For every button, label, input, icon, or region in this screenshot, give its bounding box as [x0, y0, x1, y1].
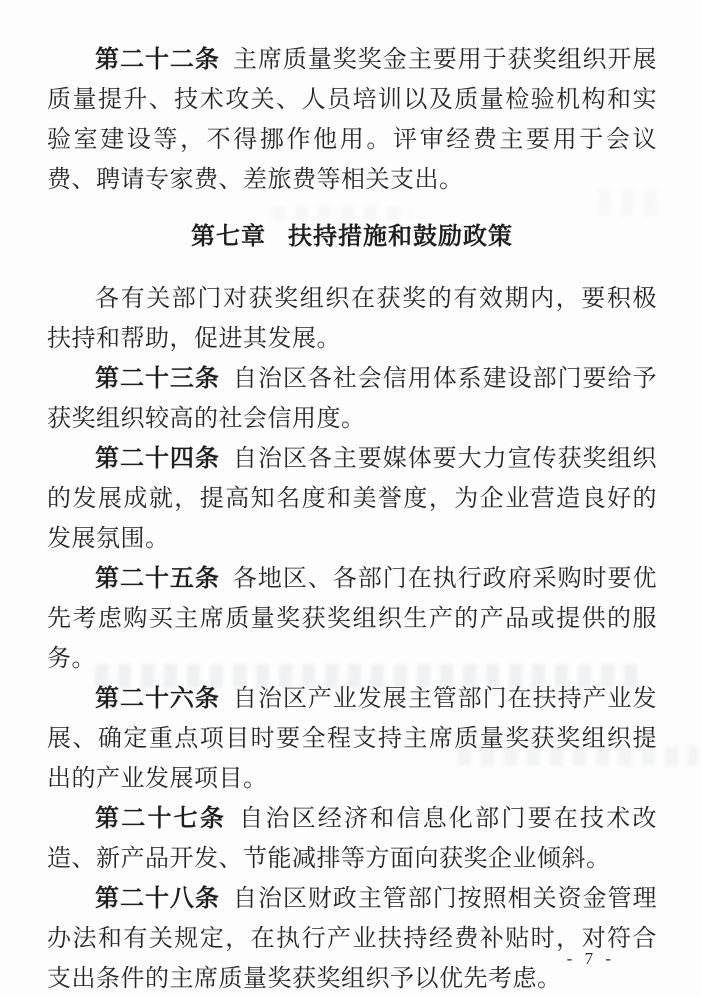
chapter-heading [47, 217, 657, 257]
article-text: 各地区、各部门在执行政府采购时要优先考虑购买主席质量奖获奖组织生产的产品或提供的服务。 [47, 566, 658, 672]
article-paragraph-22 [47, 40, 657, 200]
article-number: 第二十三条 [95, 365, 220, 392]
article-number: 第二十二条 [95, 46, 220, 73]
article-number: 第二十四条 [95, 445, 220, 472]
article-text: 自治区各主要媒体要大力宣传获奖组织的发展成就，提高知名度和美誉度，为企业营造良好的发展氛围。 [47, 446, 658, 552]
article-paragraph-26 [47, 679, 657, 799]
article-paragraph-23 [47, 359, 657, 439]
article-text: 自治区产业发展主管部门在扶持产业发展、确定重点项目时要全程支持主席质量奖获奖组织提出的产业发展项目。 [47, 686, 658, 792]
intro-text: 各有关部门对获奖组织在获奖的有效期内，要积极扶持和帮助，促进其发展。 [47, 286, 657, 352]
article-number: 第二十八条 [95, 885, 220, 912]
article-paragraph-25 [47, 559, 657, 679]
article-number: 第二十七条 [95, 805, 227, 832]
chapter-title: 扶持措施和鼓励政策 [288, 223, 513, 250]
article-paragraph-28 [47, 879, 657, 997]
article-number: 第二十五条 [95, 565, 220, 592]
article-paragraph-27 [47, 799, 657, 879]
article-text: 自治区各社会信用体系建设部门要给予获奖组织较高的社会信用度。 [47, 366, 658, 432]
article-text: 主席质量奖奖金主要用于获奖组织开展质量提升、技术攻关、人员培训以及质量检验机构和实验室建设等，不得挪作他用。评审经费主要用于会议费、聘请专家费、差旅费等相关支出。 [47, 47, 658, 193]
chapter-label: 第七章 [191, 223, 266, 250]
intro-paragraph [47, 279, 657, 359]
article-paragraph-24 [47, 439, 657, 559]
article-text: 自治区经济和信息化部门要在技术改造、新产品开发、节能减排等方面向获奖企业倾斜。 [47, 806, 657, 872]
article-text: 自治区财政主管部门按照相关资金管理办法和有关规定，在执行产业扶持经费补贴时，对符合支出条件的主席质量奖获奖组织予以优先考虑。 [47, 886, 658, 992]
page-number: - 7 - [566, 949, 615, 968]
article-number: 第二十六条 [95, 685, 220, 712]
